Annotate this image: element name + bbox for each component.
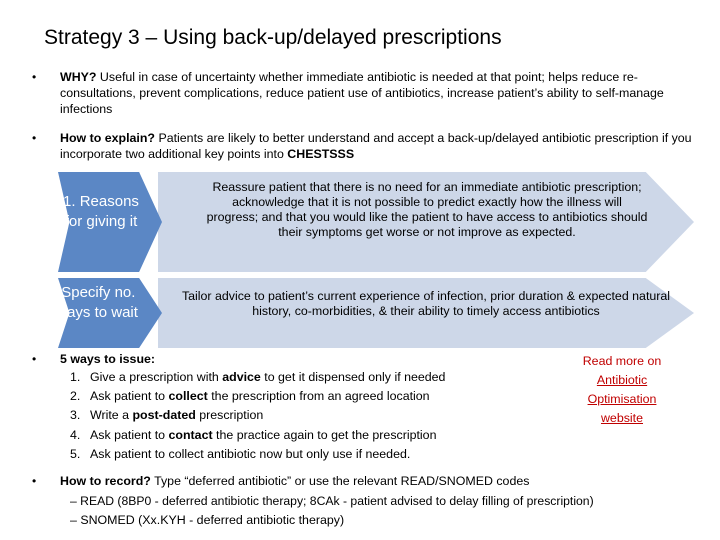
step-2-label: 2. Specify no. of days to wait bbox=[42, 284, 138, 321]
ways-item-4-number: 4. bbox=[70, 428, 81, 442]
why-bullet bbox=[60, 69, 692, 117]
record-read-code: – READ (8BP0 - deferred antibiotic therapy; 8CAk - patient advised to delay filling of prescription) bbox=[70, 494, 594, 508]
bullet-dot: • bbox=[32, 474, 37, 488]
bullet-dot: • bbox=[32, 131, 37, 145]
website-link[interactable]: website bbox=[600, 411, 643, 425]
ways-item-3-number: 3. bbox=[70, 408, 81, 422]
how-text: Patients are likely to better understand and accept a back-up/delayed antibiotic prescription if you incorporate two additional key points into bbox=[60, 131, 692, 161]
ways-item-4: Ask patient to contact the practice again to get the prescription bbox=[90, 428, 437, 442]
read-more-box bbox=[570, 352, 674, 428]
step-2-description: Tailor advice to patient’s current experience of infection, prior duration & expected natural history, co-morbidities, & their ability to timely access antibiotics bbox=[181, 289, 671, 318]
why-label: WHY? bbox=[60, 70, 97, 84]
how-label: How to explain? bbox=[60, 131, 155, 145]
page-title: Strategy 3 – Using back-up/delayed prescriptions bbox=[44, 26, 502, 49]
ways-item-2-number: 2. bbox=[70, 389, 81, 403]
ways-item-3: Write a post-dated prescription bbox=[90, 408, 264, 422]
how-strong: CHESTSSS bbox=[287, 147, 355, 161]
bullet-dot: • bbox=[32, 352, 37, 366]
antibiotic-optimisation-link[interactable]: Antibiotic Optimisation bbox=[587, 373, 657, 406]
how-bullet bbox=[60, 130, 700, 162]
step-1-label: 1. Reasons for giving it bbox=[63, 193, 139, 230]
ways-item-5: Ask patient to collect antibiotic now but only use if needed. bbox=[90, 447, 411, 461]
ways-item-1-number: 1. bbox=[70, 370, 81, 384]
ways-item-5-number: 5. bbox=[70, 447, 81, 461]
ways-item-2: Ask patient to collect the prescription from an agreed location bbox=[90, 389, 430, 403]
bullet-dot: • bbox=[32, 70, 37, 84]
ways-heading: 5 ways to issue: bbox=[60, 352, 156, 366]
record-bullet bbox=[60, 473, 700, 489]
ways-item-1: Give a prescription with advice to get it dispensed only if needed bbox=[90, 370, 446, 384]
record-snomed-code: – SNOMED (Xx.KYH - deferred antibiotic therapy) bbox=[70, 513, 345, 527]
record-label: How to record? bbox=[60, 474, 151, 488]
why-text: Useful in case of uncertainty whether immediate antibiotic is needed at that point; helps reduce re-consultations, prevent complications, reduce patient use of antibiotics, increase patient’s ability to self-manage infections bbox=[60, 70, 664, 116]
step-1-description: Reassure patient that there is no need for an immediate antibiotic prescription; acknowledge that it is not possible to predict exactly how the illness will progress; and that you would like the patient to have access to antibiotics should their symptoms get worse or not improve as expected. bbox=[206, 180, 648, 239]
read-more-prefix: Read more on bbox=[582, 354, 662, 368]
record-text: Type “deferred antibiotic” or use the relevant READ/SNOMED codes bbox=[150, 474, 530, 488]
